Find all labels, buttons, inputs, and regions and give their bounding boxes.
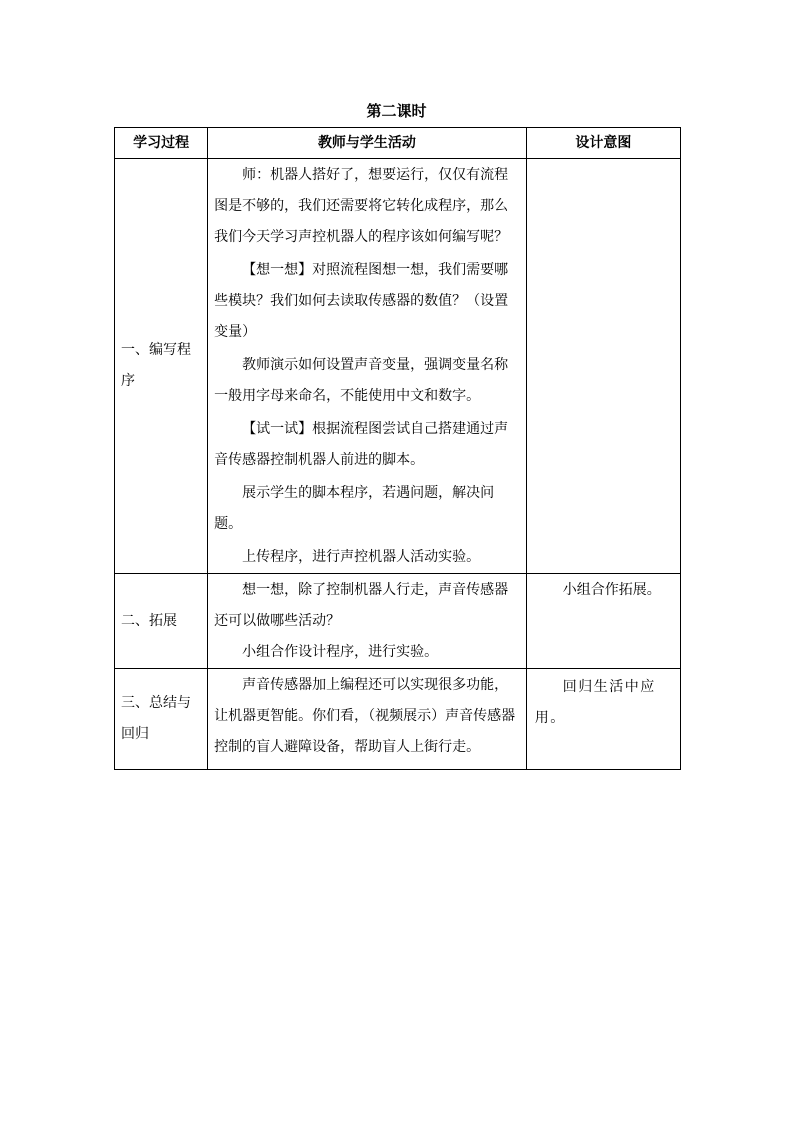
lesson-table (114, 127, 681, 770)
activity-paragraph: 【试一试】根据流程图尝试自己搭建通过声音传感器控制机器人前进的脚本。 (214, 421, 509, 468)
stage-cell: 一、编写程序 (115, 159, 208, 574)
activity-paragraph: 小组合作设计程序，进行实验。 (242, 644, 439, 660)
stage-cell: 二、拓展 (115, 574, 208, 669)
table-row (115, 159, 681, 574)
header-activity: 教师与学生活动 (208, 128, 527, 159)
header-intent: 设计意图 (526, 128, 680, 159)
activity-paragraph: 师：机器人搭好了，想要运行，仅仅有流程图是不够的，我们还需要将它转化成程序，那么我们今天学习声控机器人的程序该如何编写呢？ (214, 167, 509, 245)
intent-cell (526, 574, 680, 669)
intent-cell (526, 669, 680, 770)
intent-text: 回归生活中应用。 (534, 679, 656, 726)
activity-paragraph: 教师演示如何设置声音变量，强调变量名称一般用字母来命名，不能使用中文和数字。 (214, 357, 509, 404)
activity-paragraph: 想一想，除了控制机器人行走，声音传感器还可以做哪些活动？ (214, 582, 509, 629)
activity-paragraph: 【想一想】对照流程图想一想，我们需要哪些模块？我们如何去读取传感器的数值？（设置变量） (214, 262, 509, 340)
table-header-row (115, 128, 681, 159)
activity-cell (208, 159, 527, 574)
activity-paragraph: 上传程序，进行声控机器人活动实验。 (242, 549, 481, 565)
header-stage: 学习过程 (115, 128, 208, 159)
activity-paragraph: 展示学生的脚本程序，若遇问题，解决问题。 (214, 485, 495, 532)
intent-text: 小组合作拓展。 (562, 582, 661, 598)
table-row (115, 669, 681, 770)
activity-cell (208, 669, 527, 770)
intent-cell (526, 159, 680, 574)
page-title: 第二课时 (366, 102, 427, 120)
table-row (115, 574, 681, 669)
stage-cell: 三、总结与回归 (115, 669, 208, 770)
activity-paragraph: 声音传感器加上编程还可以实现很多功能，让机器更智能。你们看，（视频展示）声音传感器控制的盲人避障设备，帮助盲人上街行走。 (214, 677, 516, 755)
activity-cell (208, 574, 527, 669)
